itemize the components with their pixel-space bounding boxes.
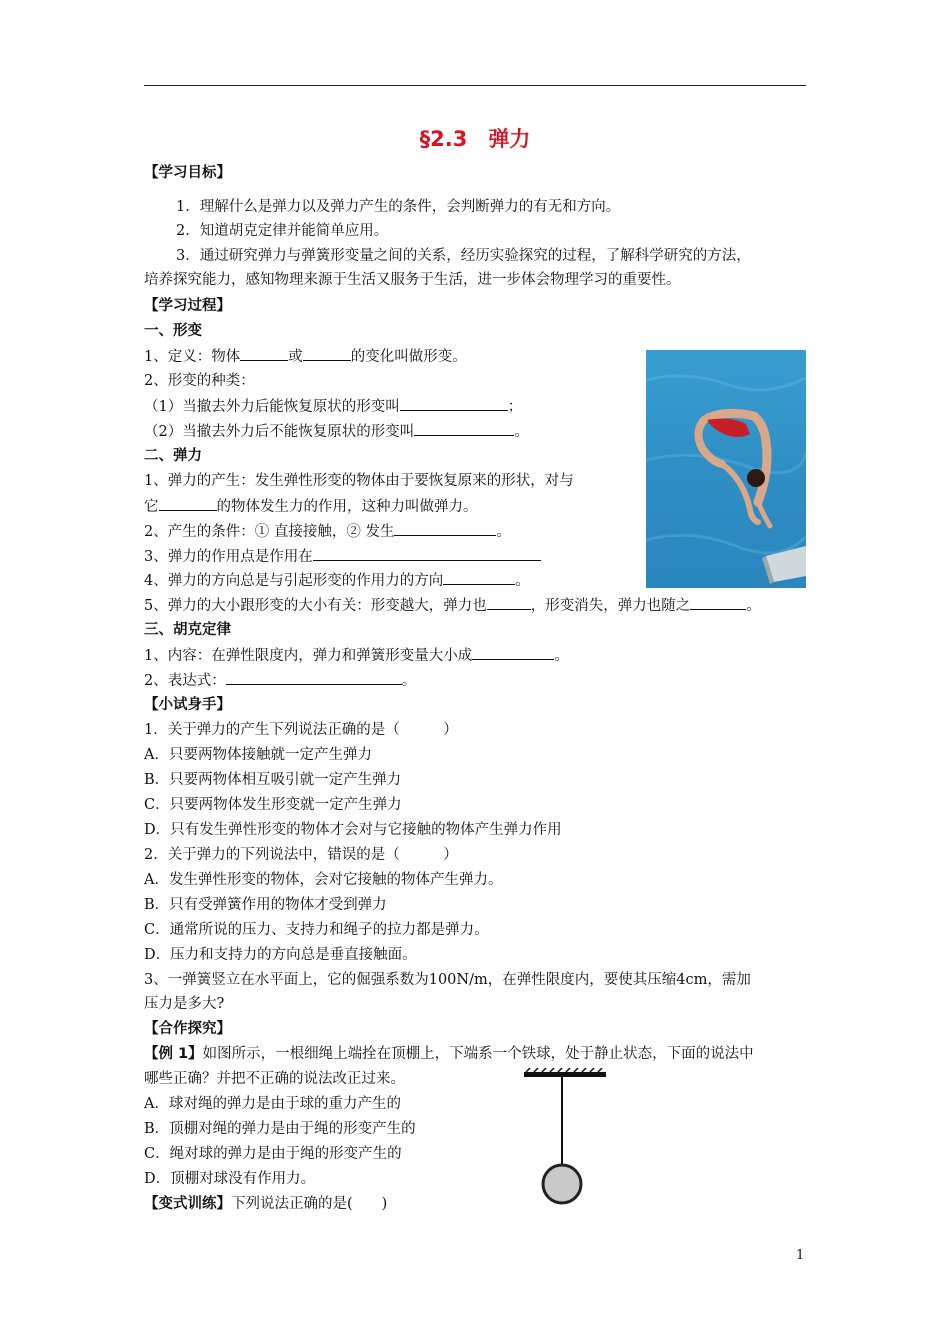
- page-number: 1: [796, 1248, 805, 1263]
- example-1-option: D．顶棚对球没有作用力。: [144, 1171, 316, 1187]
- fill-blank[interactable]: [394, 521, 496, 536]
- goal-item: 培养探究能力，感知物理来源于生活又服务于生活，进一步体会物理学习的重要性。: [144, 272, 681, 288]
- coop-heading: 【合作探究】: [144, 1021, 231, 1037]
- text: 如图所示，一根细绳上端拴在顶棚上，下端系一个铁球，处于静止状态，下面的说法中: [202, 1046, 754, 1062]
- text: 4、弹力的方向总是与引起形变的作用力的方向: [144, 573, 444, 589]
- text: （2）当撤去外力后不能恢复原状的形变叫: [144, 424, 415, 440]
- elastic-origin: 1、弹力的产生：发生弹性形变的物体由于要恢复原来的形状，对与: [144, 473, 574, 489]
- text: 。: [554, 648, 569, 664]
- page-title: §2.3 弹力: [419, 127, 531, 151]
- text: 1、内容：在弹性限度内，弹力和弹簧形变量大小成: [144, 648, 473, 664]
- deform-types: 2、形变的种类：: [144, 373, 255, 389]
- fill-blank[interactable]: [443, 570, 515, 585]
- elastic-direction: [144, 570, 530, 591]
- question-2-option: C．通常所说的压力、支持力和绳子的拉力都是弹力。: [144, 922, 489, 938]
- elastic-origin-cont: [144, 496, 478, 517]
- text: 。: [746, 598, 761, 614]
- text: 下列说法正确的是( ): [231, 1196, 388, 1212]
- text: 。: [401, 673, 417, 689]
- text: 它: [144, 499, 159, 515]
- text: 1、定义：物体: [144, 349, 241, 365]
- header-rule: [144, 85, 806, 86]
- elastic-point: [144, 546, 541, 567]
- hooke-heading: 三、胡克定律: [144, 622, 231, 638]
- question-1-option: D．只有发生弹性形变的物体才会对与它接触的物体产生弹力作用: [144, 822, 562, 838]
- example-1-option: B．顶棚对绳的弹力是由于绳的形变产生的: [144, 1121, 416, 1137]
- text: ，形变消失，弹力也随之: [530, 598, 691, 614]
- question-3-stem-cont: 压力是多大?: [144, 996, 225, 1012]
- fill-blank[interactable]: [240, 346, 288, 361]
- fill-blank[interactable]: [472, 645, 554, 660]
- fill-blank[interactable]: [159, 496, 217, 511]
- fill-blank[interactable]: [226, 670, 402, 685]
- fill-blank[interactable]: [303, 346, 351, 361]
- text: 3、弹力的作用点是作用在: [144, 549, 313, 565]
- fill-blank[interactable]: [400, 396, 508, 411]
- deform-type-plastic: [144, 421, 529, 442]
- fill-blank[interactable]: [487, 595, 531, 610]
- fill-blank[interactable]: [690, 595, 746, 610]
- example-1-stem: [144, 1044, 754, 1064]
- text: ；: [507, 399, 523, 415]
- elastic-heading: 二、弹力: [144, 448, 202, 464]
- goals-heading: 【学习目标】: [144, 165, 231, 181]
- question-2-option: A．发生弹性形变的物体，会对它接触的物体产生弹力。: [144, 872, 503, 888]
- diver-photo: [646, 350, 806, 588]
- goal-item: 3．通过研究弹力与弹簧形变量之间的关系，经历实验探究的过程，了解科学研究的方法，: [176, 248, 751, 264]
- text: 。: [515, 573, 530, 589]
- example-1-stem-cont: 哪些正确？并把不正确的说法改正过来。: [144, 1071, 405, 1087]
- goal-item: 2．知道胡克定律并能简单应用。: [176, 223, 389, 239]
- goal-item: 1．理解什么是弹力以及弹力产生的条件，会判断弹力的有无和方向。: [176, 199, 621, 215]
- try-heading: 【小试身手】: [144, 697, 231, 713]
- text: 的物体发生力的作用，这种力叫做弹力。: [216, 499, 478, 515]
- question-1-option: B．只要两物体相互吸引就一定产生弹力: [144, 772, 402, 788]
- example-tag: 【例 1】: [144, 1046, 203, 1062]
- example-1-option: A．球对绳的弹力是由于球的重力产生的: [144, 1096, 401, 1112]
- question-2-option: D．压力和支持力的方向总是垂直接触面。: [144, 947, 417, 963]
- text: 。: [496, 524, 511, 540]
- deform-heading: 一、形变: [144, 323, 202, 339]
- variant-training: [144, 1194, 387, 1214]
- text: 2、表达式：: [144, 673, 226, 689]
- question-1-stem: 1．关于弹力的产生下列说法正确的是（ ）: [144, 722, 458, 738]
- text: 。: [514, 424, 529, 440]
- elastic-magnitude: [144, 595, 761, 616]
- deform-definition: [144, 346, 467, 367]
- hooke-expression: [144, 670, 416, 691]
- hooke-content: [144, 645, 569, 666]
- text: 的变化叫做形变。: [350, 349, 467, 365]
- pendulum-diagram: [520, 1068, 610, 1208]
- question-3-stem: 3、一弹簧竖立在水平面上，它的倔强系数为100N/m，在弹性限度内，要使其压缩4cm，需加: [144, 972, 751, 988]
- fill-blank[interactable]: [313, 546, 541, 561]
- fill-blank[interactable]: [414, 421, 514, 436]
- text: 或: [288, 349, 303, 365]
- text: 5、弹力的大小跟形变的大小有关：形变越大，弹力也: [144, 598, 487, 614]
- variant-tag: 【变式训练】: [144, 1196, 231, 1212]
- question-1-option: C．只要两物体发生形变就一定产生弹力: [144, 797, 402, 813]
- example-1-option: C．绳对球的弹力是由于绳的形变产生的: [144, 1146, 402, 1162]
- question-1-option: A．只要两物体接触就一定产生弹力: [144, 747, 372, 763]
- deform-type-elastic: [144, 396, 522, 417]
- question-2-stem: 2．关于弹力的下列说法中，错误的是（ ）: [144, 847, 458, 863]
- question-2-option: B．只有受弹簧作用的物体才受到弹力: [144, 897, 387, 913]
- text: 2、产生的条件：① 直接接触，② 发生: [144, 524, 395, 540]
- process-heading: 【学习过程】: [144, 298, 231, 314]
- elastic-condition: [144, 521, 511, 542]
- text: （1）当撤去外力后能恢复原状的形变叫: [144, 399, 400, 415]
